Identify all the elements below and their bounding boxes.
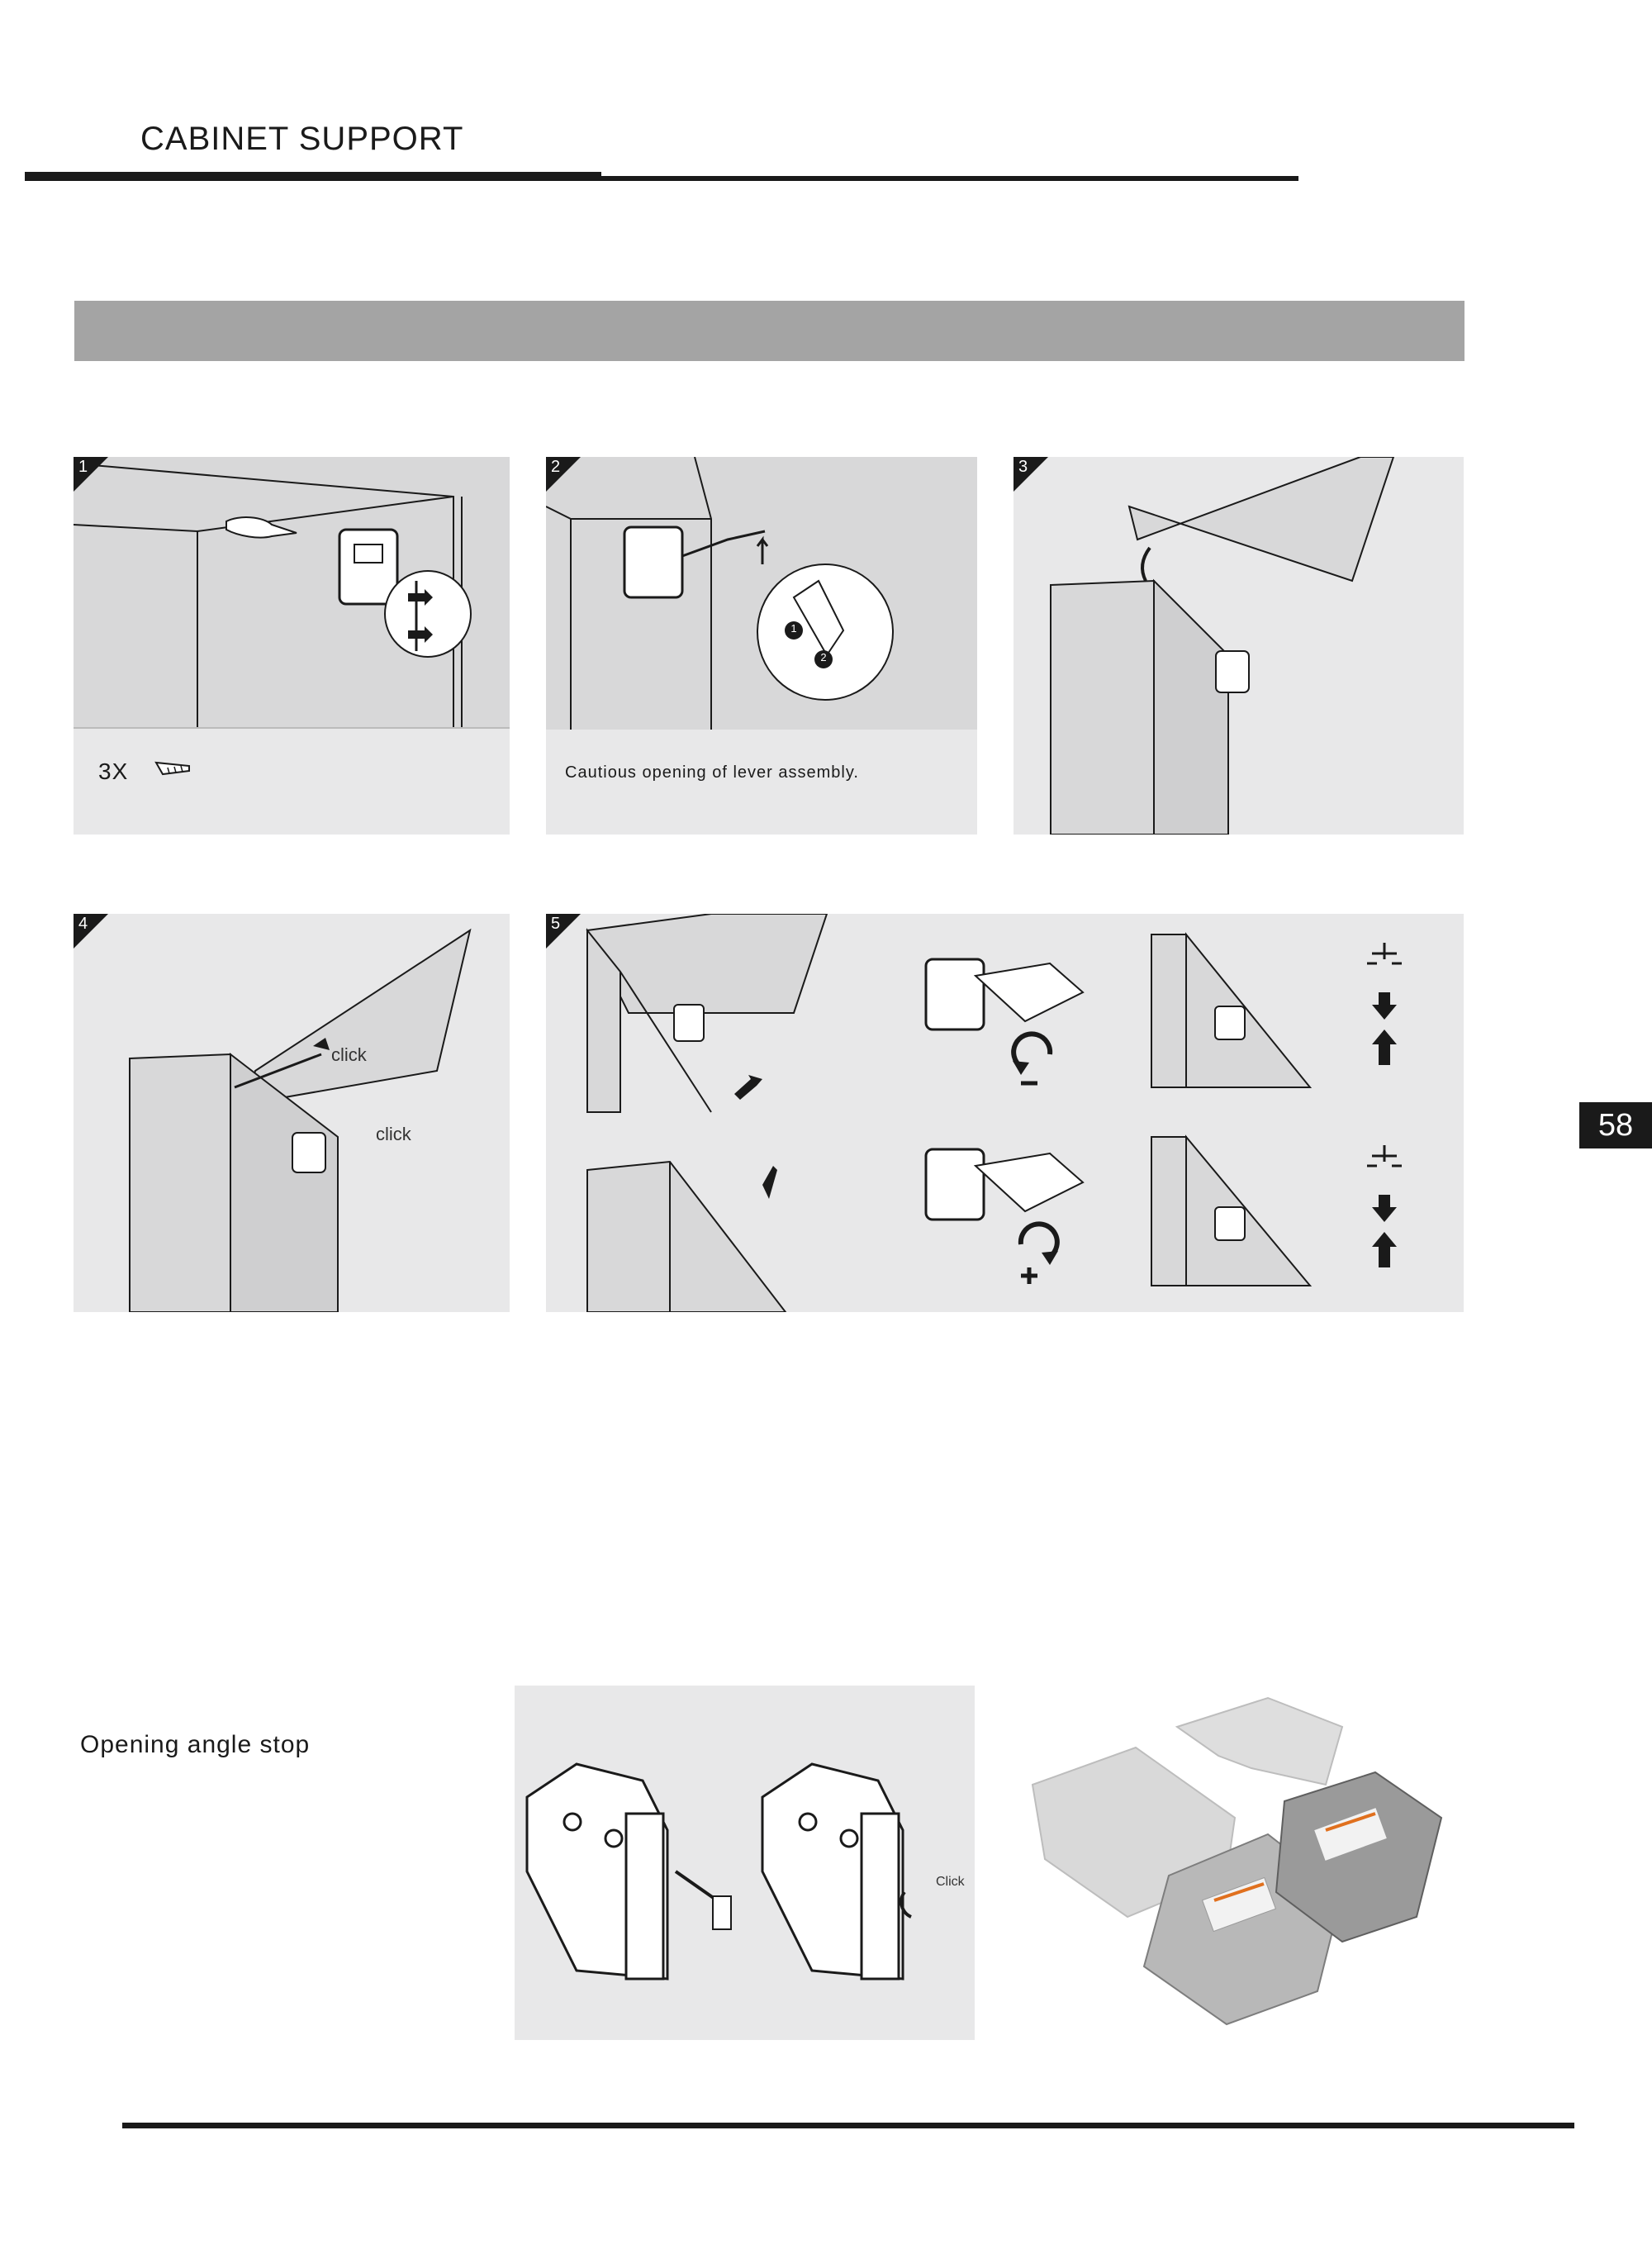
step-3-panel <box>1014 457 1464 835</box>
arrow-up-icon <box>734 1075 762 1100</box>
step-1-illustration <box>74 457 510 835</box>
step-5-illustration <box>546 914 1464 1312</box>
header-rule-thick <box>25 172 601 181</box>
balance-scale-icon <box>1367 943 1402 963</box>
step-5-panel <box>546 914 1464 1312</box>
step-number: 4 <box>78 915 88 933</box>
marker-1: 1 <box>790 622 797 635</box>
arrow-down-icon <box>1372 992 1397 1020</box>
step-number: 1 <box>78 458 88 476</box>
step-number: 2 <box>551 458 561 476</box>
product-photo <box>1028 1694 1474 2041</box>
step-2-caption: Cautious opening of lever assembly. <box>565 763 859 782</box>
step-number: 3 <box>1018 458 1028 476</box>
step-4-panel <box>74 914 510 1312</box>
opening-stop-panel <box>515 1686 975 2040</box>
opening-stop-label: Opening angle stop <box>80 1731 311 1758</box>
step-3-illustration <box>1014 457 1464 835</box>
screw-quantity: 3X <box>98 758 129 784</box>
stop-click-label: Click <box>936 1875 965 1889</box>
arrow-down-icon <box>762 1166 777 1199</box>
marker-2: 2 <box>820 651 827 663</box>
arrow-up-icon <box>1372 1030 1397 1065</box>
product-photo-drawing <box>1028 1694 1474 2041</box>
footer-rule <box>122 2123 1574 2128</box>
step-1-panel <box>74 457 510 835</box>
click-label-2: click <box>376 1124 411 1144</box>
opening-stop-illustration <box>515 1686 975 2040</box>
rotate-minus-icon <box>1013 1034 1050 1083</box>
balance-scale-icon <box>1367 1145 1402 1166</box>
click-label-1: click <box>331 1044 367 1065</box>
page-title: CABINET SUPPORT <box>140 121 464 157</box>
step-2-panel <box>546 457 977 835</box>
step-4-illustration <box>74 914 510 1312</box>
page-number: 58 <box>1579 1102 1652 1148</box>
rotate-plus-icon <box>1021 1224 1058 1284</box>
arrow-down-icon <box>1372 1195 1397 1222</box>
step-number: 5 <box>551 915 561 933</box>
section-banner <box>74 301 1464 361</box>
arrow-up-icon <box>1372 1232 1397 1267</box>
screw-icon <box>156 763 189 774</box>
header-rule-thin <box>601 176 1298 181</box>
